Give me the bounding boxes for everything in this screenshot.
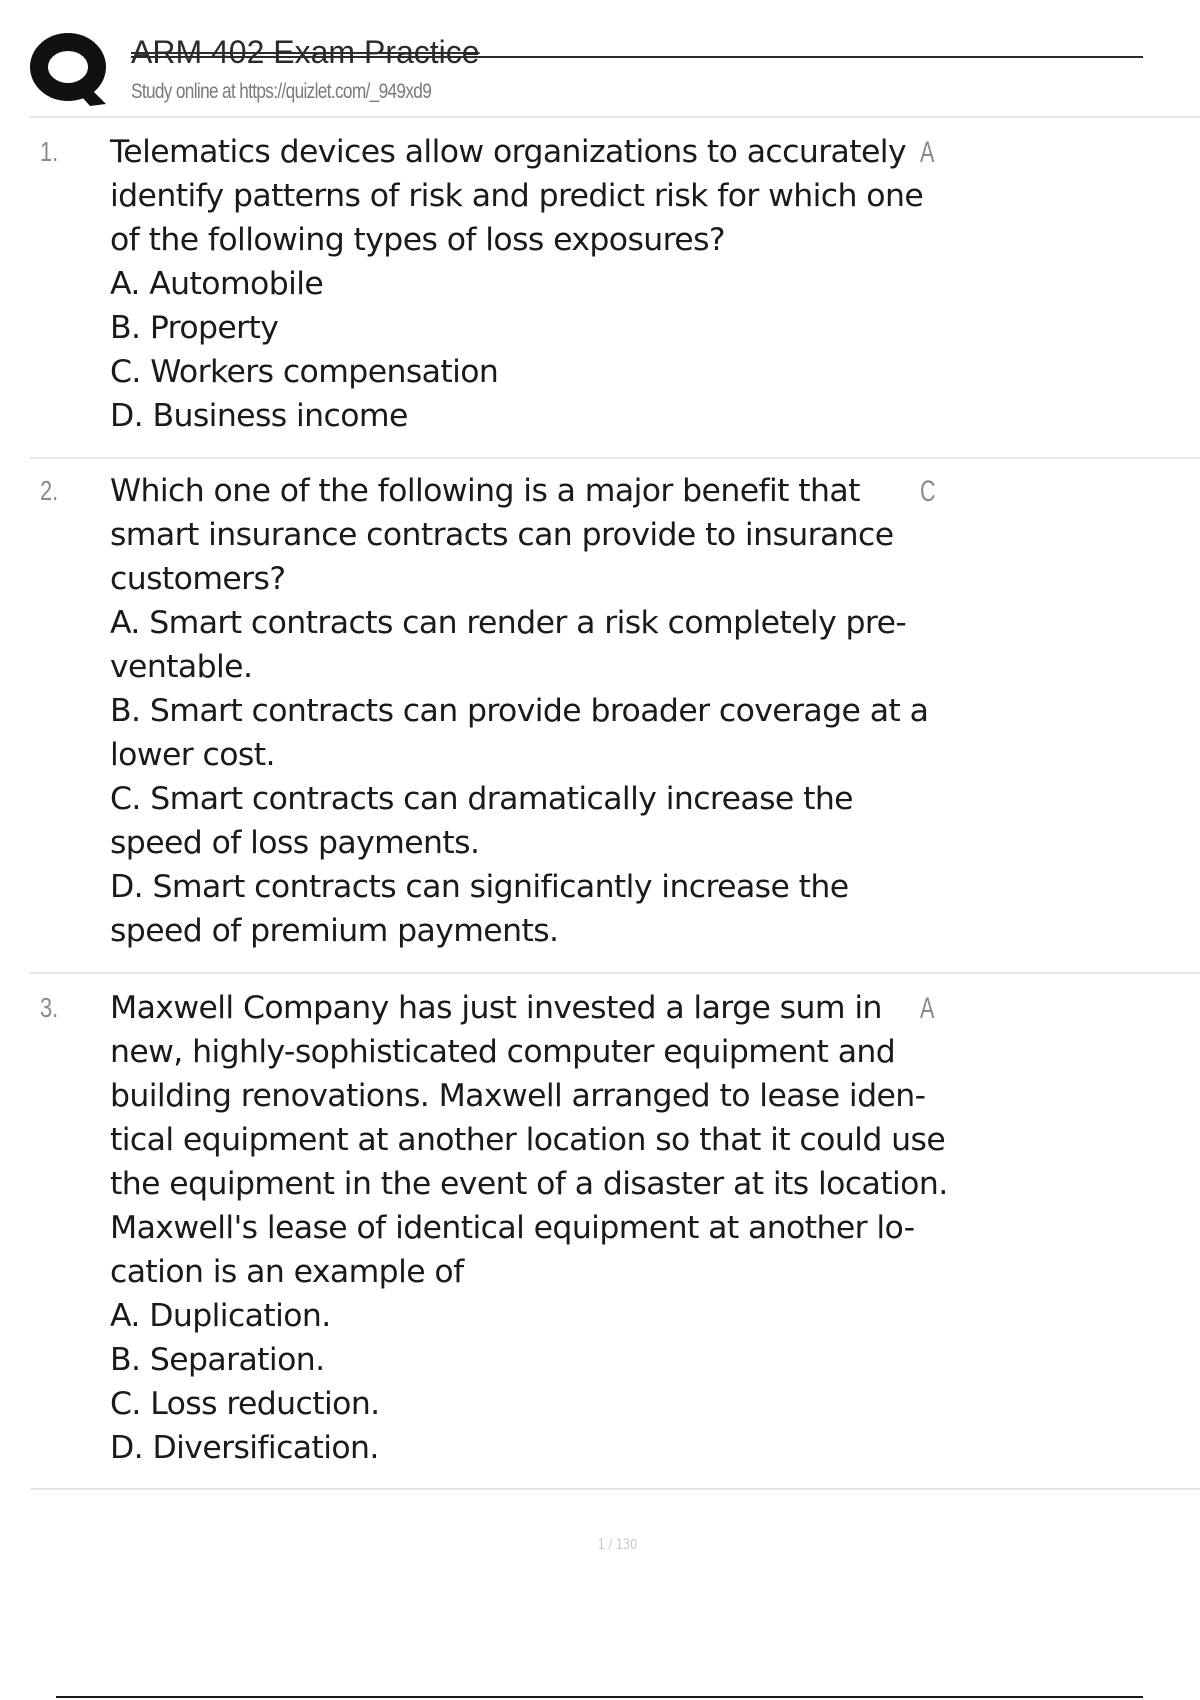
page-title: ARM 402 Exam Practice — [131, 34, 480, 70]
option-a: A. Automobile — [110, 266, 324, 302]
answer-key: C — [920, 475, 936, 508]
option-d: D. Diversification. — [110, 1430, 379, 1466]
study-online-link-text: Study online at https://quizlet.com/_949xd9 — [131, 80, 432, 103]
option-a: A. Duplication. — [110, 1298, 331, 1334]
divider — [30, 1488, 1200, 1490]
answer-key: A — [920, 992, 935, 1025]
option-d: D. Smart contracts can significantly increase the speed of premium payments. — [110, 869, 849, 949]
option-a: A. Smart contracts can render a risk completely pre- ventable. — [110, 605, 907, 685]
footer-rule — [56, 1696, 1143, 1698]
divider — [30, 972, 1200, 974]
question-number: 2. — [40, 475, 59, 506]
quizlet-logo-icon — [30, 30, 110, 110]
divider — [30, 457, 1200, 459]
question-number: 1. — [40, 136, 59, 167]
option-d: D. Business income — [110, 398, 408, 434]
option-c: C. Loss reduction. — [110, 1386, 380, 1422]
option-c: C. Smart contracts can dramatically increase the speed of loss payments. — [110, 781, 853, 861]
question-body — [110, 986, 950, 1470]
option-b: B. Separation. — [110, 1342, 325, 1378]
answer-key: A — [920, 136, 935, 169]
question-text: Maxwell Company has just invested a large sum in new, highly-sophisticated computer equipment and building renovations. Maxwell arranged to lease iden- tical equipment at another location so that it could use the equipment in the event of a disaster at its location. Maxwell's lease of identical equipment at another lo- cation is an example of — [110, 990, 948, 1290]
question-number: 3. — [40, 992, 59, 1023]
page-number: 1 / 130 — [597, 1537, 638, 1553]
option-c: C. Workers compensation — [110, 354, 499, 390]
question-text: Which one of the following is a major benefit that smart insurance contracts can provide to insurance customers? — [110, 473, 894, 597]
question-body — [110, 469, 950, 953]
question-text: Telematics devices allow organizations to accurately identify patterns of risk and predict risk for which one of the following types of loss exposures? — [110, 134, 924, 258]
question-body — [110, 130, 950, 438]
option-b: B. Smart contracts can provide broader coverage at a lower cost. — [110, 693, 929, 773]
divider — [30, 116, 1200, 118]
option-b: B. Property — [110, 310, 279, 346]
page-header — [0, 0, 1200, 118]
